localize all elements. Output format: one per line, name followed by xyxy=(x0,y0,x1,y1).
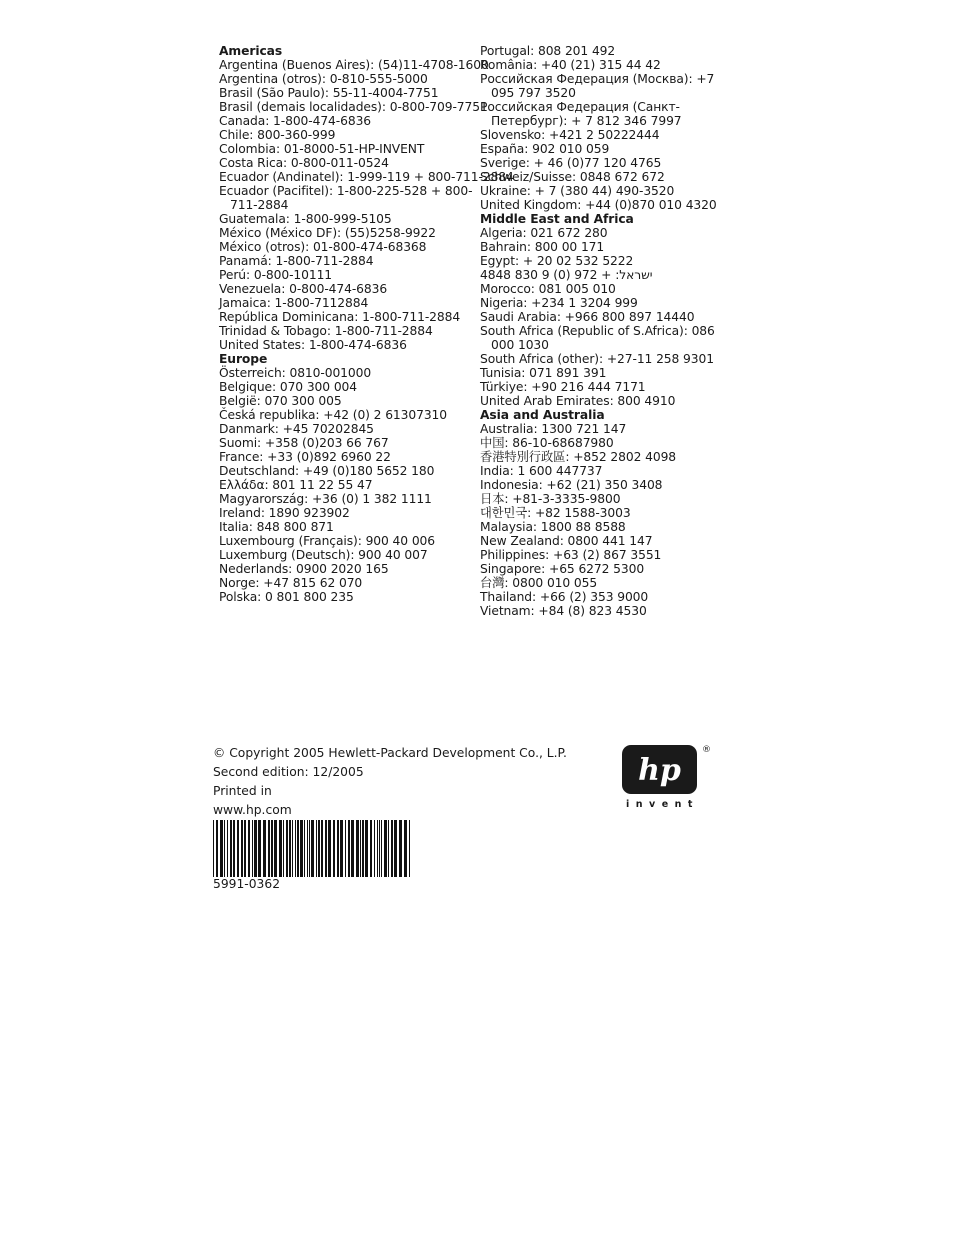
hp-logo-mark-icon xyxy=(622,745,697,794)
contact-entry: Portugal: 808 201 492 xyxy=(480,44,616,58)
contact-entry: Egypt: + 20 02 532 5222 xyxy=(480,254,634,268)
barcode-bar xyxy=(394,820,397,877)
barcode-bar xyxy=(384,820,387,877)
footer-info xyxy=(213,745,567,821)
barcode-bar xyxy=(360,820,361,877)
barcode-bar xyxy=(271,820,273,877)
barcode-bar xyxy=(227,820,228,877)
barcode-bar xyxy=(289,820,291,877)
contact-entry: Australia: 1300 721 147 xyxy=(480,422,627,436)
barcode-bar xyxy=(365,820,368,877)
contact-entry: Suomi: +358 (0)203 66 767 xyxy=(219,436,389,450)
contact-entry: South Africa (Republic of S.Africa): 086 000 1030 xyxy=(480,324,715,352)
contact-entry: Türkiye: +90 216 444 7171 xyxy=(480,380,646,394)
contact-entry: United Kingdom: +44 (0)870 010 4320 xyxy=(480,198,717,212)
contact-entry: Perú: 0-800-10111 xyxy=(219,268,333,282)
contact-entry: United Arab Emirates: 800 4910 xyxy=(480,394,676,408)
contact-entry: México (otros): 01-800-474-68368 xyxy=(219,240,427,254)
barcode-bar xyxy=(244,820,246,877)
barcode-bar xyxy=(283,820,284,877)
region-heading: Europe xyxy=(219,352,268,366)
contact-entry: 中国: 86-10-68687980 xyxy=(480,436,614,450)
region-heading: Asia and Australia xyxy=(480,408,605,422)
barcode-bar xyxy=(263,820,266,877)
barcode-bar xyxy=(379,820,380,877)
barcode-bar xyxy=(254,820,257,877)
contact-entry: Schweiz/Suisse: 0848 672 672 xyxy=(480,170,665,184)
barcode-bar xyxy=(374,820,375,877)
contact-entry: Argentina (otros): 0-810-555-5000 xyxy=(219,72,428,86)
contact-entry: Venezuela: 0-800-474-6836 xyxy=(219,282,388,296)
contact-entry: Ελλάδα: 801 11 22 55 47 xyxy=(219,478,373,492)
contact-entry: 台灣: 0800 010 055 xyxy=(480,576,598,590)
barcode-bar xyxy=(309,820,310,877)
contact-entry: Panamá: 1-800-711-2884 xyxy=(219,254,374,268)
barcode-bar xyxy=(300,820,303,877)
contact-entry: ישראל: + 972 (0) 9 830 4848 xyxy=(480,268,653,282)
contact-entry: Trinidad & Tobago: 1-800-711-2884 xyxy=(219,324,433,338)
edition-text: Second edition: 12/2005 xyxy=(213,765,364,779)
region-heading: Americas xyxy=(219,44,283,58)
barcode-bar xyxy=(399,820,402,877)
barcode-bar xyxy=(248,820,250,877)
barcode-bar xyxy=(340,820,343,877)
barcode-bar xyxy=(388,820,389,877)
contact-entry: Österreich: 0810-001000 xyxy=(219,366,372,380)
barcode-bar xyxy=(216,820,218,877)
contact-entry: Российская Федерация (Москва): +7 095 797 3520 xyxy=(480,72,715,100)
barcode-bar xyxy=(316,820,317,877)
barcode-bar xyxy=(220,820,223,877)
barcode-bar xyxy=(224,820,225,877)
contact-entry: Brasil (São Paulo): 55-11-4004-7751 xyxy=(219,86,439,100)
barcode-bar xyxy=(307,820,308,877)
contact-entry: Ecuador (Pacifitel): 1-800-225-528 + 800-711-2884 xyxy=(219,184,473,212)
barcode-bar xyxy=(268,820,270,877)
contact-entry: Singapore: +65 6272 5300 xyxy=(480,562,645,576)
contact-entry: Ecuador (Andinatel): 1-999-119 + 800-711-2884 xyxy=(219,170,514,184)
copyright-text: © Copyright 2005 Hewlett-Packard Development Co., L.P. xyxy=(213,746,567,760)
barcode-bar xyxy=(356,820,359,877)
barcode-bar xyxy=(258,820,261,877)
contact-entry: France: +33 (0)892 6960 22 xyxy=(219,450,391,464)
contact-entry: Philippines: +63 (2) 867 3551 xyxy=(480,548,662,562)
contact-entry: România: +40 (21) 315 44 42 xyxy=(480,58,661,72)
contact-entry: Luxembourg (Français): 900 40 006 xyxy=(219,534,435,548)
contact-entry: República Dominicana: 1-800-711-2884 xyxy=(219,310,461,324)
contact-entry: Slovensko: +421 2 50222444 xyxy=(480,128,660,142)
contact-entry: 香港特別行政區: +852 2802 4098 xyxy=(480,450,677,464)
barcode-bar xyxy=(370,820,372,877)
contact-entry: Российская Федерация (Санкт-Петербург): + 7 812 346 7997 xyxy=(480,100,682,128)
barcode-bar xyxy=(321,820,323,877)
contact-entry: Costa Rica: 0-800-011-0524 xyxy=(219,156,389,170)
barcode-bar xyxy=(348,820,350,877)
barcode-bar xyxy=(325,820,327,877)
contact-entry: Danmark: +45 70202845 xyxy=(219,422,374,436)
contact-entry: Malaysia: 1800 88 8588 xyxy=(480,520,626,534)
contact-entry: 日本: +81-3-3335-9800 xyxy=(480,492,621,506)
barcode-bar xyxy=(274,820,277,877)
contact-entry: India: 1 600 447737 xyxy=(480,464,603,478)
contact-entry: Indonesia: +62 (21) 350 3408 xyxy=(480,478,663,492)
contact-entry: Saudi Arabia: +966 800 897 14440 xyxy=(480,310,695,324)
barcode-bar xyxy=(318,820,320,877)
barcode-bar xyxy=(351,820,354,877)
contact-entry: Algeria: 021 672 280 xyxy=(480,226,608,240)
hp-logo-letters: hp xyxy=(638,753,681,788)
contact-entry: Morocco: 081 005 010 xyxy=(480,282,616,296)
contact-entry: South Africa (other): +27-11 258 9301 xyxy=(480,352,714,366)
barcode-bar xyxy=(252,820,253,877)
contact-entry: Chile: 800-360-999 xyxy=(219,128,336,142)
website-link[interactable]: www.hp.com xyxy=(213,803,292,817)
barcode-bar xyxy=(230,820,232,877)
contacts-left-column xyxy=(219,44,514,604)
contact-entry: España: 902 010 059 xyxy=(480,142,610,156)
contact-entry: Belgique: 070 300 004 xyxy=(219,380,357,394)
barcode-bar xyxy=(237,820,239,877)
contact-entry: Polska: 0 801 800 235 xyxy=(219,590,354,604)
contact-entry: Thailand: +66 (2) 353 9000 xyxy=(480,590,649,604)
barcode-bar xyxy=(279,820,282,877)
barcode-bar xyxy=(297,820,299,877)
contact-entry: Deutschland: +49 (0)180 5652 180 xyxy=(219,464,435,478)
barcode-bar xyxy=(311,820,314,877)
barcode-bar xyxy=(333,820,335,877)
contact-entry: Canada: 1-800-474-6836 xyxy=(219,114,372,128)
registered-mark: ® xyxy=(702,745,711,755)
barcode-bar xyxy=(241,820,243,877)
contact-entry: België: 070 300 005 xyxy=(219,394,342,408)
barcode-bar xyxy=(328,820,331,877)
barcode-bar xyxy=(337,820,339,877)
contact-entry: Ukraine: + 7 (380 44) 490-3520 xyxy=(480,184,675,198)
contact-entry: Brasil (demais localidades): 0-800-709-7751 xyxy=(219,100,488,114)
logo-tagline: invent xyxy=(626,799,699,810)
contact-entry: United States: 1-800-474-6836 xyxy=(219,338,407,352)
barcode-bar xyxy=(345,820,346,877)
barcode-bar xyxy=(404,820,407,877)
barcode-bar xyxy=(213,820,214,877)
contact-entry: Nederlands: 0900 2020 165 xyxy=(219,562,389,576)
region-heading: Middle East and Africa xyxy=(480,212,634,226)
contact-entry: 대한민국: +82 1588-3003 xyxy=(480,506,631,520)
barcode-bar xyxy=(295,820,296,877)
contact-entry: Colombia: 01-8000-51-HP-INVENT xyxy=(219,142,425,156)
contact-entry: Magyarország: +36 (0) 1 382 1111 xyxy=(219,492,432,506)
contact-entry: New Zealand: 0800 441 147 xyxy=(480,534,653,548)
contact-entry: Tunisia: 071 891 391 xyxy=(480,366,607,380)
contact-entry: Argentina (Buenos Aires): (54)11-4708-1600 xyxy=(219,58,489,72)
barcode-bar xyxy=(304,820,305,877)
barcode-bar xyxy=(292,820,293,877)
barcode-bar xyxy=(381,820,382,877)
barcode xyxy=(213,820,411,877)
contact-entry: Vietnam: +84 (8) 823 4530 xyxy=(480,604,647,618)
contact-entry: Bahrain: 800 00 171 xyxy=(480,240,605,254)
contact-entry: Luxemburg (Deutsch): 900 40 007 xyxy=(219,548,428,562)
barcode-bar xyxy=(362,820,364,877)
contact-entry: Ireland: 1890 923902 xyxy=(219,506,350,520)
contacts-right-column xyxy=(480,44,735,618)
contact-entry: Jamaica: 1-800-7112884 xyxy=(219,296,369,310)
printed-in-text: Printed in xyxy=(213,784,272,798)
part-number: 5991-0362 xyxy=(213,877,281,891)
contact-entry: Norge: +47 815 62 070 xyxy=(219,576,363,590)
contact-entry: Nigeria: +234 1 3204 999 xyxy=(480,296,638,310)
contact-entry: Sverige: + 46 (0)77 120 4765 xyxy=(480,156,662,170)
contact-entry: Guatemala: 1-800-999-5105 xyxy=(219,212,392,226)
barcode-bar xyxy=(377,820,378,877)
barcode-bar xyxy=(286,820,288,877)
barcode-bar xyxy=(409,820,410,877)
contact-entry: Česká republika: +42 (0) 2 61307310 xyxy=(219,408,447,422)
barcode-bar xyxy=(391,820,393,877)
contact-entry: Italia: 848 800 871 xyxy=(219,520,334,534)
hp-logo xyxy=(622,745,711,815)
barcode-bar xyxy=(233,820,235,877)
contact-entry: México (México DF): (55)5258-9922 xyxy=(219,226,436,240)
